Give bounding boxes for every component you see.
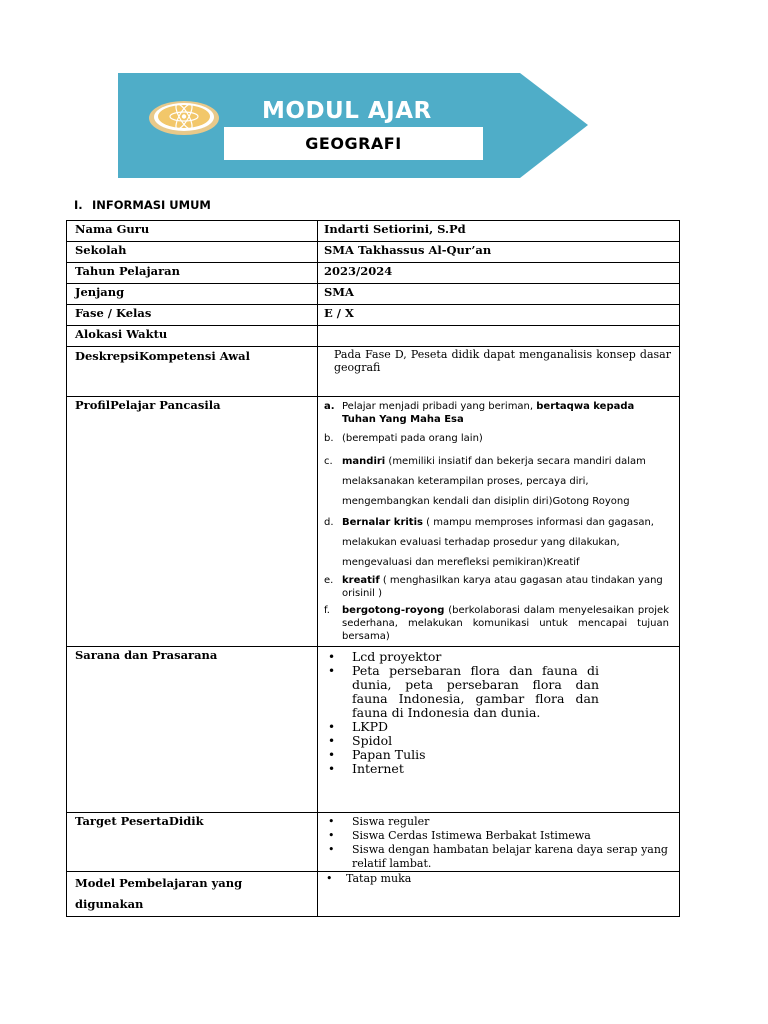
row-value xyxy=(318,326,680,347)
row-value xyxy=(318,397,680,647)
list-text: LKPD xyxy=(352,719,389,734)
list-item xyxy=(324,452,669,512)
table-row xyxy=(67,305,680,326)
list-text: Papan Tulis xyxy=(352,747,426,762)
info-table xyxy=(66,220,680,917)
table-row xyxy=(67,263,680,284)
row-label: ProfilPelajar Pancasila xyxy=(67,397,318,647)
table-row xyxy=(67,813,680,872)
row-label: Sekolah xyxy=(67,242,318,263)
list-item xyxy=(324,762,599,776)
list-marker: b. xyxy=(324,433,334,444)
bullet-icon: • xyxy=(328,650,336,664)
section-number: I. xyxy=(74,198,83,212)
table-row xyxy=(67,872,680,917)
list-item xyxy=(324,400,669,426)
list-item xyxy=(324,664,599,720)
table-row xyxy=(67,647,680,813)
list-item xyxy=(324,829,673,843)
list-text: Siswa Cerdas Istimewa Berbakat Istimewa xyxy=(352,829,591,842)
list-text: Spidol xyxy=(352,733,393,748)
row-value: 2023/2024 xyxy=(318,263,680,284)
row-value: Indarti Setiorini, S.Pd xyxy=(318,221,680,242)
bullet-icon: • xyxy=(328,762,336,776)
list-text: Peta persebaran flora dan fauna di dunia, peta persebaran flora dan fauna Indonesia, gambar flora dan fauna di Indonesia dan dunia. xyxy=(352,663,599,720)
model-list xyxy=(324,872,673,886)
list-item xyxy=(324,843,673,871)
row-label: Fase / Kelas xyxy=(67,305,318,326)
list-item xyxy=(324,748,599,762)
banner-subtitle-box xyxy=(224,127,483,160)
list-item xyxy=(324,604,669,643)
list-text: Siswa dengan hambatan belajar karena daya serap yang relatif lambat. xyxy=(352,843,668,870)
row-value: E / X xyxy=(318,305,680,326)
bullet-icon: • xyxy=(328,664,336,678)
bullet-icon: • xyxy=(328,720,336,734)
table-row xyxy=(67,221,680,242)
row-label: Jenjang xyxy=(67,284,318,305)
list-marker: e. xyxy=(324,575,334,586)
row-label: DeskrepsiKompetensi Awal xyxy=(67,347,318,397)
row-value xyxy=(318,813,680,872)
list-text-bold: mandiri xyxy=(342,456,386,467)
table-row xyxy=(67,284,680,305)
list-item xyxy=(324,432,669,445)
bullet-icon: • xyxy=(328,748,336,762)
list-text: Lcd proyektor xyxy=(352,649,442,664)
row-value: SMA xyxy=(318,284,680,305)
row-value xyxy=(318,647,680,813)
sarana-list xyxy=(324,650,599,776)
section-title xyxy=(74,198,211,212)
row-label: Nama Guru xyxy=(67,221,318,242)
list-text: Siswa reguler xyxy=(352,815,430,828)
list-item xyxy=(324,650,599,664)
list-item xyxy=(324,815,673,829)
bullet-icon: • xyxy=(328,829,335,842)
row-label: Tahun Pelajaran xyxy=(67,263,318,284)
banner-subtitle: GEOGRAFI xyxy=(305,134,402,153)
row-value: SMA Takhassus Al-Qur’an xyxy=(318,242,680,263)
list-marker: a. xyxy=(324,401,335,412)
list-text: Internet xyxy=(352,761,404,776)
atom-logo-icon xyxy=(148,98,220,136)
bullet-icon: • xyxy=(328,734,336,748)
list-text: Pelajar menjadi pribadi yang beriman, xyxy=(342,401,537,412)
bullet-icon: • xyxy=(328,843,335,856)
bullet-icon: • xyxy=(328,815,335,828)
row-label: Sarana dan Prasarana xyxy=(67,647,318,813)
list-text: Tatap muka xyxy=(346,872,412,885)
list-item xyxy=(324,734,599,748)
list-item xyxy=(324,720,599,734)
row-value xyxy=(318,347,680,397)
table-row xyxy=(67,242,680,263)
target-list xyxy=(324,815,673,871)
row-label: Target PesertaDidik xyxy=(67,813,318,872)
profil-list xyxy=(324,400,669,643)
bullet-icon: • xyxy=(326,872,333,885)
list-text: (berkolaborasi dalam menyelesaikan projek sederhana, melakukan komunikasi untuk mencapai tujuan bersama) xyxy=(342,605,669,642)
list-marker: c. xyxy=(324,456,333,467)
row-value xyxy=(318,872,680,917)
list-text-bold: kreatif xyxy=(342,575,380,586)
row-label: Alokasi Waktu xyxy=(67,326,318,347)
list-text-bold: bergotong-royong xyxy=(342,605,445,616)
table-row xyxy=(67,326,680,347)
list-text: (berempati pada orang lain) xyxy=(342,433,483,444)
list-marker: d. xyxy=(324,517,334,528)
list-marker: f. xyxy=(324,605,330,616)
banner-title: MODUL AJAR xyxy=(262,98,432,124)
list-text: (memiliki insiatif dan bekerja secara mandiri dalam melaksanakan keterampilan proses, percaya diri, mengembangkan kendali dan disiplin diri)Gotong Royong xyxy=(342,456,646,507)
table-row xyxy=(67,347,680,397)
section-title-text: INFORMASI UMUM xyxy=(92,198,211,212)
list-item xyxy=(324,872,673,886)
list-text: ( menghasilkan karya atau gagasan atau tindakan yang orisinil ) xyxy=(342,575,663,599)
row-label: Model Pembelajaran yang digunakan xyxy=(67,872,318,917)
list-text: ( mampu memproses informasi dan gagasan, melakukan evaluasi terhadap prosedur yang dilakukan, mengevaluasi dan merefleksi pemikiran)Kreatif xyxy=(342,517,654,568)
list-item xyxy=(324,513,669,573)
list-item xyxy=(324,574,669,600)
list-text-bold: Bernalar kritis xyxy=(342,517,423,528)
deskripsi-text: Pada Fase D, Peseta didik dapat menganalisis konsep dasar geografi xyxy=(334,348,671,374)
table-row xyxy=(67,397,680,647)
list-text-bold: bertaqwa kepada Tuhan Yang Maha Esa xyxy=(342,401,635,425)
